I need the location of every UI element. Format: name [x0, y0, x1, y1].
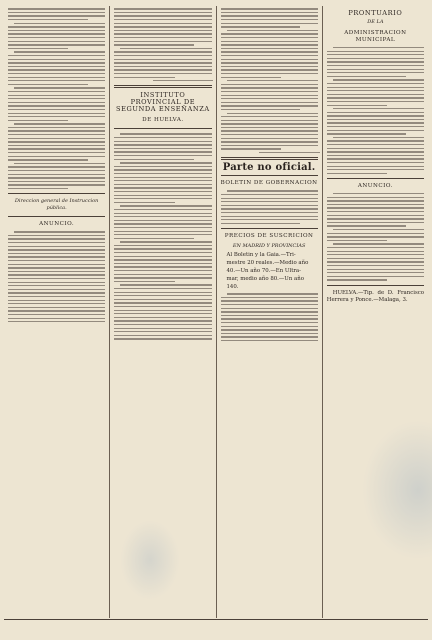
imprenta-line: HUELVA.—Tip. de D. Francisco Herrera y Ponce.—Malaga, 3. [326, 289, 424, 303]
column-2 [109, 6, 215, 618]
column-1 [4, 6, 109, 618]
parte-no-oficial-heading: Parte no oficial. [222, 162, 316, 174]
page-columns [4, 6, 428, 618]
precios-line-3: 40.—Un año 70.—En Ultra- [226, 267, 301, 274]
precios-line-1: Al Boletin y la Gaia.—Tri- [226, 251, 296, 258]
column-4 [322, 6, 428, 618]
direccion-heading: Direccion general de Instruccion pública. [14, 198, 99, 212]
prontuario-heading: PRONTUARIO [348, 9, 403, 17]
precios-subheading: EN MADRID Y PROVINCIAS [232, 242, 306, 249]
prontuario-de-la: DE LA [367, 19, 384, 25]
page-footer [4, 619, 428, 636]
anuncio-heading-col1: ANUNCIO. [39, 221, 75, 228]
boletin-heading: BOLETIN DE GOBERNACION [220, 180, 318, 187]
precios-line-5: 140. [226, 283, 239, 290]
precios-line-4: mar, medio año 80.—Un año [226, 275, 304, 282]
prontuario-subheading: ADMINISTRACION MUNICIPAL [344, 30, 407, 43]
anuncio-heading-col4: ANUNCIO. [357, 183, 393, 190]
instituto-heading: INSTITUTO PROVINCIAL DE SEGUNDA ENSEÑANZA [115, 91, 210, 114]
column-3 [216, 6, 322, 618]
precios-line-2: mestre 20 reales.—Medio año [226, 259, 309, 266]
instituto-subheading: DE HUELVA. [142, 117, 184, 124]
precios-heading: PRECIOS DE SUSCRICION [224, 232, 314, 239]
